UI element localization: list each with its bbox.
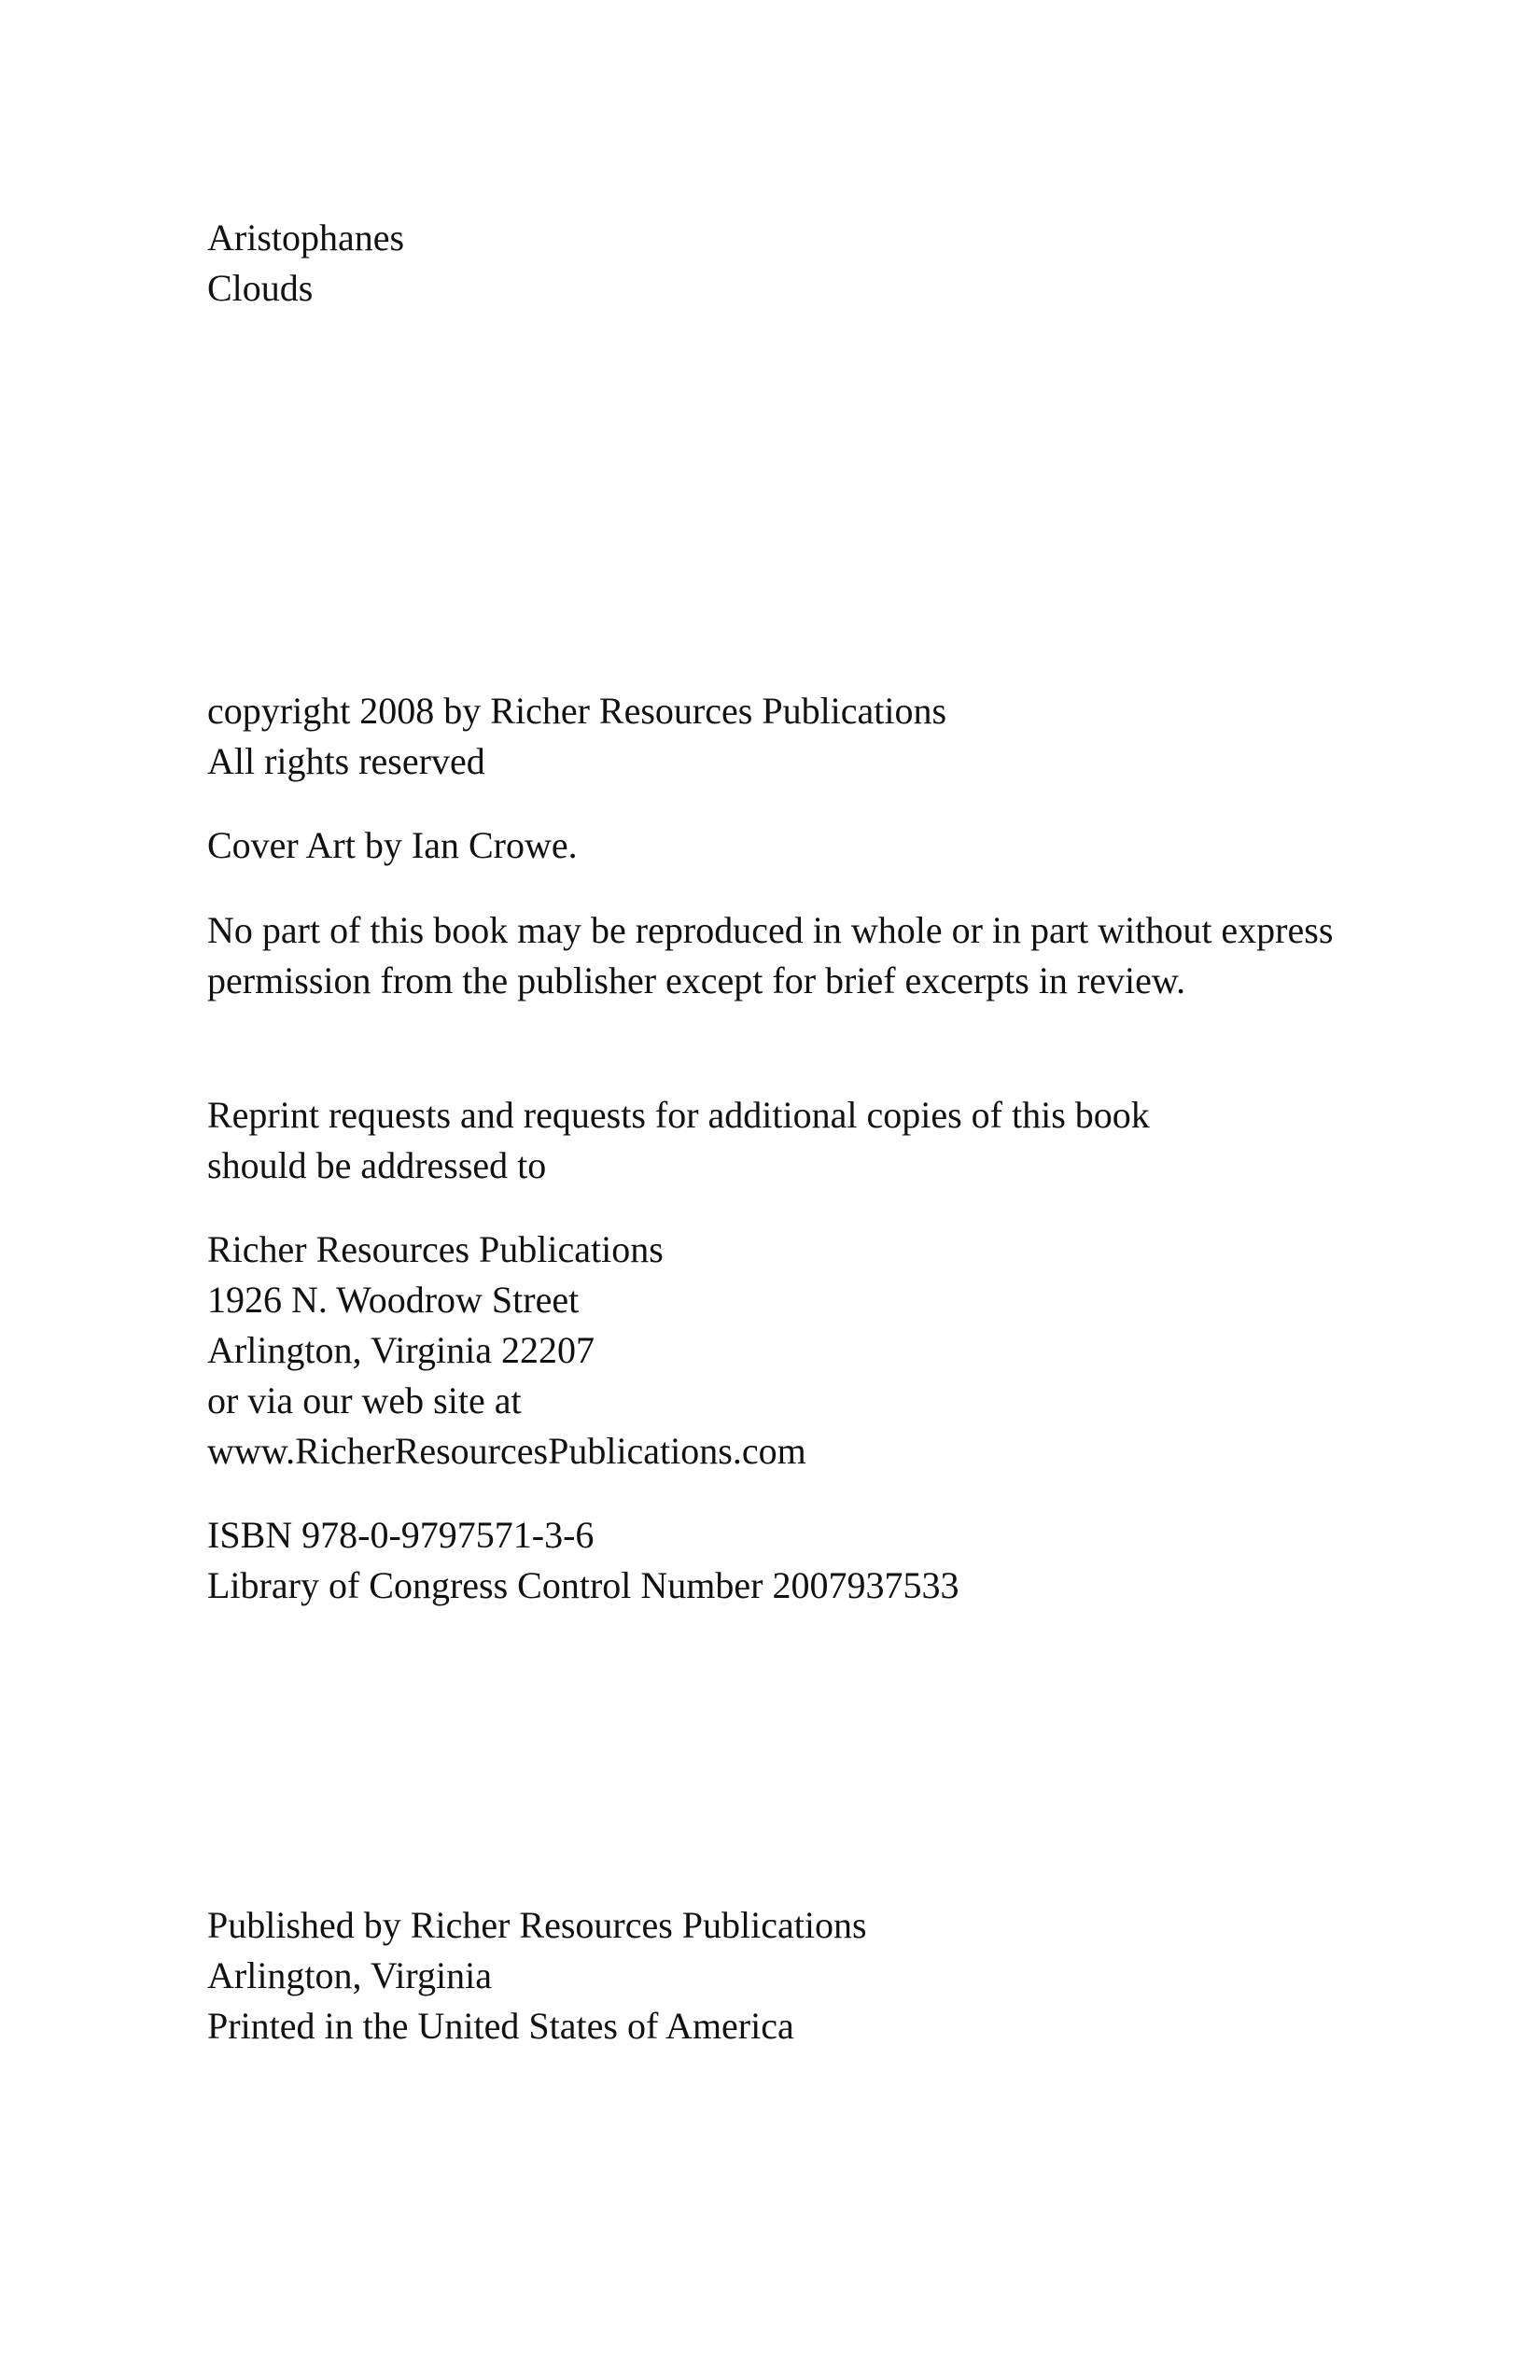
- identifiers-block: [207, 1510, 1374, 1611]
- isbn: ISBN 978-0-9797571-3-6: [207, 1514, 595, 1556]
- permission-notice: No part of this book may be reproduced in whole or in part without express permission from the publisher except for brief excerpts in review.: [207, 909, 1334, 1001]
- author-name: Aristophanes: [207, 217, 405, 259]
- permission-notice-block: [207, 905, 1374, 1006]
- published-by: Published by Richer Resources Publications: [207, 1904, 867, 1946]
- printed-in: Printed in the United States of America: [207, 2005, 794, 2047]
- reprint-notice-block: [207, 1090, 1374, 1191]
- street-address: 1926 N. Woodrow Street: [207, 1279, 580, 1321]
- copyright-line: copyright 2008 by Richer Resources Publications: [207, 690, 947, 732]
- cover-art-credit-block: [207, 820, 1374, 871]
- copyright-block: [207, 686, 1374, 787]
- lccn: Library of Congress Control Number 2007937533: [207, 1564, 959, 1606]
- publisher-footer-block: [207, 1900, 1374, 2051]
- reprint-notice: Reprint requests and requests for additional copies of this book should be addressed to: [207, 1094, 1150, 1186]
- rights-reserved: All rights reserved: [207, 740, 485, 782]
- web-intro: or via our web site at: [207, 1379, 522, 1421]
- address-block: [207, 1225, 1374, 1477]
- title-block: [207, 213, 1374, 314]
- publisher-location: Arlington, Virginia: [207, 1954, 492, 1996]
- city-state-zip: Arlington, Virginia 22207: [207, 1329, 595, 1371]
- cover-art-credit: Cover Art by Ian Crowe.: [207, 824, 578, 866]
- book-title: Clouds: [207, 267, 314, 309]
- website-link[interactable]: www.RicherResourcesPublications.com: [207, 1430, 806, 1472]
- publisher-name: Richer Resources Publications: [207, 1228, 664, 1270]
